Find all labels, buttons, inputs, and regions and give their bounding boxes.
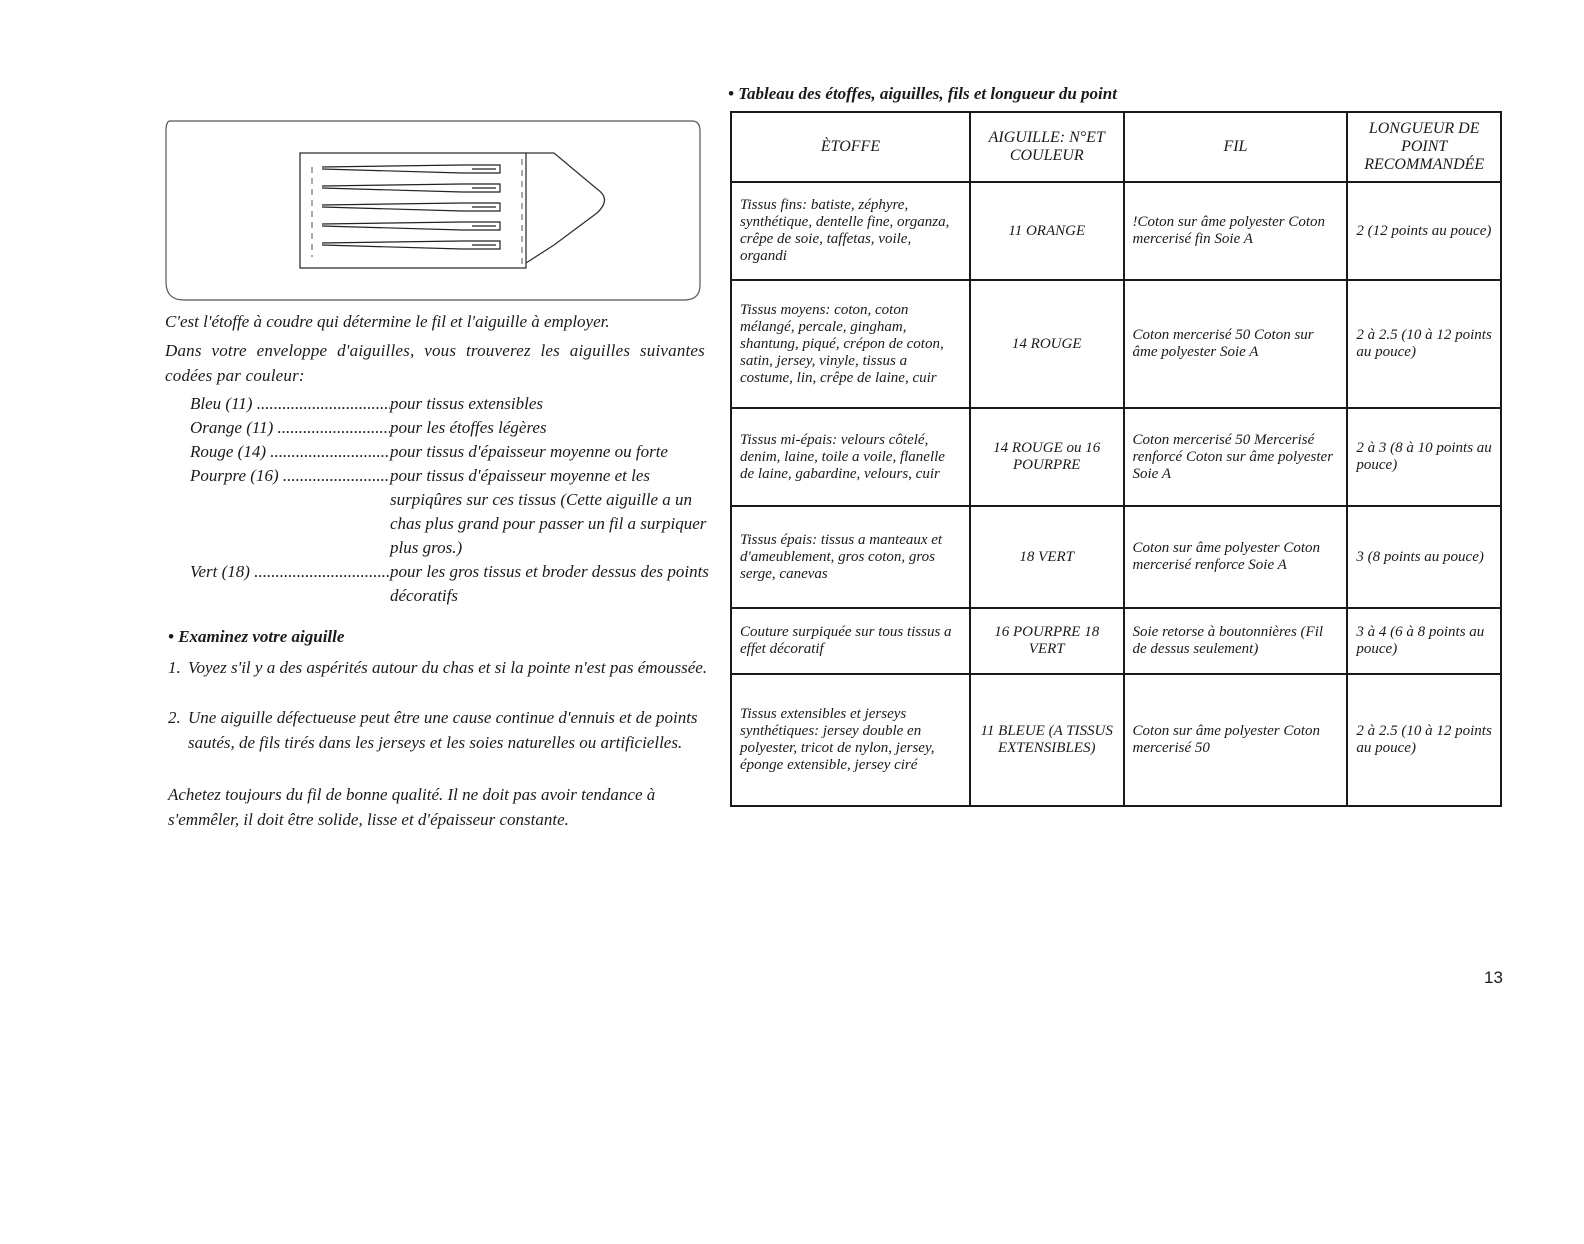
cell-fabric: Tissus moyens: coton, coton mélangé, percale, gingham, shantung, piqué, crépon de coton, satin, jersey, vinyle, tissus a costume, lin, crêpe de laine, cuir — [731, 280, 970, 408]
code-use: pour tissus extensibles — [390, 394, 543, 413]
cell-length: 2 à 2.5 (10 à 12 points au pouce) — [1347, 674, 1501, 806]
cell-thread: Coton mercerisé 50 Mercerisé renforcé Coton sur âme polyester Soie A — [1124, 408, 1348, 506]
cell-thread: Soie retorse à boutonnières (Fil de dessus seulement) — [1124, 608, 1348, 674]
cell-fabric: Couture surpiquée sur tous tissus a effet décoratif — [731, 608, 970, 674]
examine-item-2 — [168, 705, 713, 755]
cell-thread: Coton sur âme polyester Coton mercerisé renforce Soie A — [1124, 506, 1348, 608]
table-row — [731, 674, 1501, 806]
item-text: Une aiguille défectueuse peut être une cause continue d'ennuis et de points sautés, de fils tirés dans les jerseys et les soies naturelles ou artificielles. — [188, 708, 698, 752]
table-row — [731, 280, 1501, 408]
cell-thread: Coton sur âme polyester Coton mercerisé 50 — [1124, 674, 1348, 806]
table-row — [731, 506, 1501, 608]
table-title: • Tableau des étoffes, aiguilles, fils et longueur du point — [728, 84, 1117, 103]
code-row-vert — [190, 560, 720, 608]
cell-needle: 11 BLEUE (A TISSUS EXTENSIBLES) — [970, 674, 1124, 806]
intro-line-1: C'est l'étoffe à coudre qui détermine le fil et l'aiguille à employer. — [165, 312, 610, 331]
cell-needle: 14 ROUGE ou 16 POURPRE — [970, 408, 1124, 506]
examine-heading: • Examinez votre aiguille — [168, 627, 345, 646]
cell-length: 2 à 3 (8 à 10 points au pouce) — [1347, 408, 1501, 506]
closing-paragraph: Achetez toujours du fil de bonne qualité. Il ne doit pas avoir tendance à s'emmêler, il doit être solide, lisse et d'épaisseur constante. — [168, 785, 656, 829]
cell-length: 3 à 4 (6 à 8 points au pouce) — [1347, 608, 1501, 674]
cell-needle: 16 POURPRE 18 VERT — [970, 608, 1124, 674]
code-use: pour les étoffes légères — [390, 418, 547, 437]
table-row — [731, 408, 1501, 506]
header-thread: FIL — [1124, 112, 1348, 182]
cell-length: 2 (12 points au pouce) — [1347, 182, 1501, 280]
cell-fabric: Tissus mi-épais: velours côtelé, denim, laine, toile a voile, flanelle de laine, gabardine, velours, cuir — [731, 408, 970, 506]
table-row — [731, 608, 1501, 674]
intro-line-2: Dans votre enveloppe d'aiguilles, vous trouverez les aiguilles suivantes codées par couleur: — [165, 341, 705, 385]
code-use: pour les gros tissus et broder dessus des points décoratifs — [390, 562, 709, 605]
table-row — [731, 182, 1501, 280]
header-needle: AIGUILLE: N°ET COULEUR — [970, 112, 1124, 182]
cell-length: 2 à 2.5 (10 à 12 points au pouce) — [1347, 280, 1501, 408]
table-header-row — [731, 112, 1501, 182]
code-key: Pourpre (16) ..... — [190, 464, 390, 560]
fabric-needle-thread-table — [730, 111, 1502, 807]
code-key: Bleu (11) ..... — [190, 392, 390, 416]
code-key: Orange (11) ..... — [190, 416, 390, 440]
code-row-pourpre — [190, 464, 720, 560]
examine-item-1 — [168, 655, 713, 680]
code-key: Rouge (14) ..... — [190, 440, 390, 464]
needle-packet-illustration — [162, 117, 702, 302]
code-use: pour tissus d'épaisseur moyenne et les surpiqûres sur ces tissus (Cette aiguille a un chas plus grand pour passer un fil a surpiquer plus gros.) — [390, 466, 707, 557]
needle-color-code-list — [190, 392, 720, 608]
item-number: 2. — [168, 708, 181, 727]
code-row-rouge — [190, 440, 720, 464]
cell-thread: !Coton sur âme polyester Coton mercerisé fin Soie A — [1124, 182, 1348, 280]
cell-fabric: Tissus fins: batiste, zéphyre, synthétique, dentelle fine, organza, crêpe de soie, taffetas, voile, organdi — [731, 182, 970, 280]
cell-needle: 11 ORANGE — [970, 182, 1124, 280]
cell-length: 3 (8 points au pouce) — [1347, 506, 1501, 608]
code-key: Vert (18) ..... — [190, 560, 390, 608]
cell-fabric: Tissus extensibles et jerseys synthétiques: jersey double en polyester, tricot de nylon, jersey, éponge extensible, jersey ciré — [731, 674, 970, 806]
header-fabric: ÈTOFFE — [731, 112, 970, 182]
cell-needle: 14 ROUGE — [970, 280, 1124, 408]
item-text: Voyez s'il y a des aspérités autour du chas et si la pointe n'est pas émoussée. — [188, 658, 708, 677]
cell-fabric: Tissus épais: tissus a manteaux et d'ameublement, gros coton, gros serge, canevas — [731, 506, 970, 608]
code-row-bleu — [190, 392, 720, 416]
header-stitch-length: LONGUEUR DE POINT RECOMMANDÉE — [1347, 112, 1501, 182]
cell-thread: Coton mercerisé 50 Coton sur âme polyester Soie A — [1124, 280, 1348, 408]
code-row-orange — [190, 416, 720, 440]
code-use: pour tissus d'épaisseur moyenne ou forte — [390, 442, 668, 461]
item-number: 1. — [168, 658, 181, 677]
page-number: 13 — [1484, 968, 1503, 987]
cell-needle: 18 VERT — [970, 506, 1124, 608]
